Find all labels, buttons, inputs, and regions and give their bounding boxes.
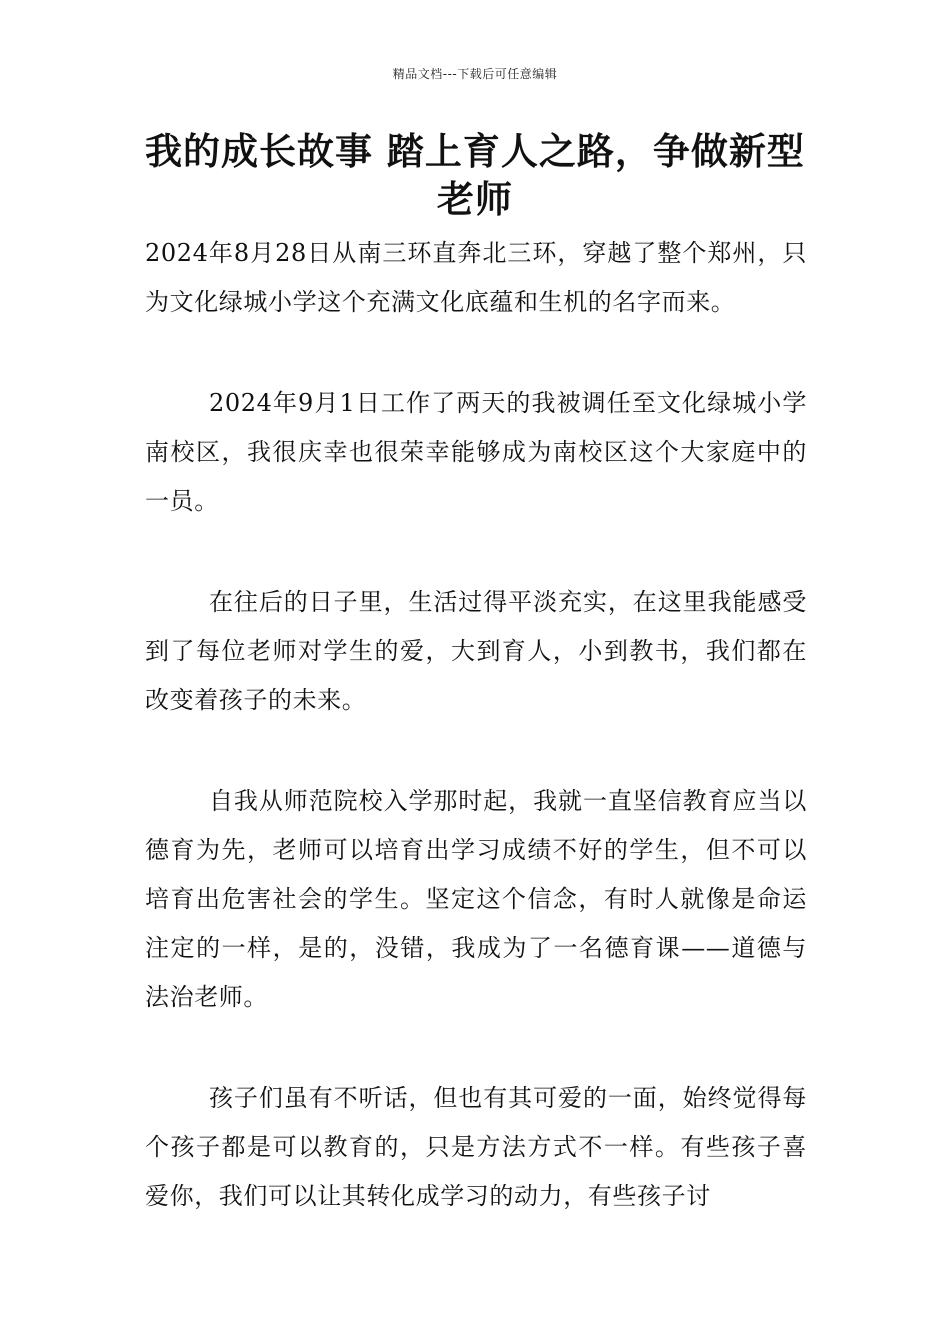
- paragraph: 在往后的日子里，生活过得平淡充实，在这里我能感受到了每位老师对学生的爱，大到育人，小到教书，我们都在改变着孩子的未来。: [145, 588, 807, 714]
- paragraph: 孩子们虽有不听话，但也有其可爱的一面，始终觉得每个孩子都是可以教育的，只是方法方式不一样。有些孩子喜爱你，我们可以让其转化成学习的动力，有些孩子讨: [145, 1084, 807, 1210]
- paragraph: 自我从师范院校入学那时起，我就一直坚信教育应当以德育为先，老师可以培育出学习成绩不好的学生，但不可以培育出危害社会的学生。坚定这个信念，有时人就像是命运注定的一样，是的，没错，我成为了一名德育课——道德与法治老师。: [145, 787, 807, 1011]
- document-title: 我的成长故事 踏上育人之路，争做新型老师: [145, 130, 805, 221]
- paragraph: 2024年8月28日从南三环直奔北三环，穿越了整个郑州，只为文化绿城小学这个充满文化底蕴和生机的名字而来。: [145, 239, 807, 316]
- paragraph: 2024年9月1日工作了两天的我被调任至文化绿城小学南校区，我很庆幸也很荣幸能够成为南校区这个大家庭中的一员。: [145, 389, 807, 515]
- header-note: 精品文档---下载后可任意编辑: [392, 67, 558, 81]
- document-body: [145, 229, 807, 1273]
